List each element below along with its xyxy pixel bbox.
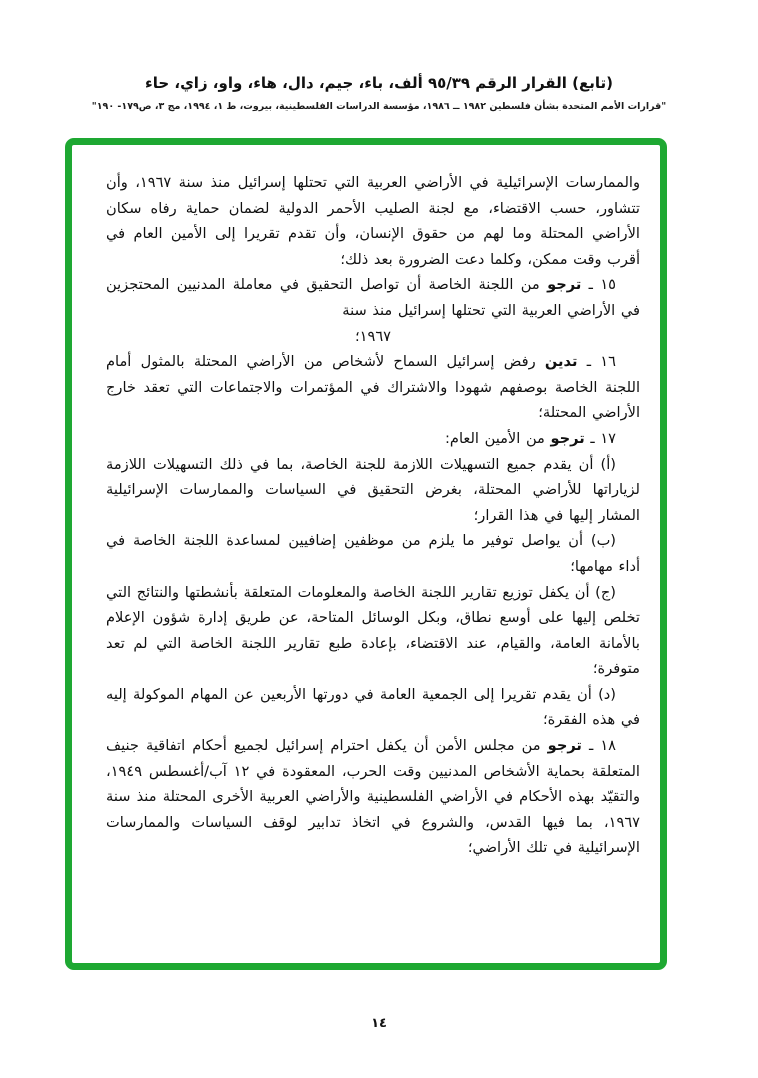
- continuation-paragraph: [106, 170, 640, 272]
- subparagraph-b-text: (ب) أن يواصل توفير ما يلزم من موظفين إضافيين لمساعدة اللجنة الخاصة في أداء مهامها؛: [106, 532, 640, 575]
- paragraph-16-text: رفض إسرائيل السماح لأشخاص من الأراضي المحتلة بالمثول أمام اللجنة الخاصة بوصفهم شهودا والاشتراك في المؤتمرات والاجتماعات التي تعقد خارج الأراضي المحتلة؛: [106, 353, 640, 422]
- subparagraph-d: [106, 682, 640, 733]
- paragraph-15-text: من اللجنة الخاصة أن تواصل التحقيق في معاملة المدنيين المحتجزين في الأراضي العربية التي تحتلها إسرائيل منذ سنة: [106, 276, 640, 319]
- paragraph-18-text: من مجلس الأمن أن يكفل احترام إسرائيل لجميع أحكام اتفاقية جنيف المتعلقة بحماية الأشخاص المدنيين وقت الحرب، المعقودة في ١٢ آب/أغسطس ١٩٤٩، والتقيّد بهذه الأحكام في الأراضي الفلسطينية والأراضي العربية الأخرى المحتلة منذ سنة ١٩٦٧، بما فيها القدس، والشروع في اتخاذ تدابير لوقف السياسات والممارسات الإسرائيلية في تلك الأراضي؛: [106, 737, 640, 857]
- paragraph-15-number: ١٥ ـ: [581, 276, 616, 294]
- paragraph-15-year-line: ١٩٦٧؛: [355, 327, 391, 345]
- page-number: ١٤: [371, 1016, 387, 1031]
- paragraph-17-operative-verb: ترجو: [550, 429, 585, 447]
- paragraph-15-operative-verb: ترجو: [547, 276, 582, 294]
- paragraph-18: [106, 733, 640, 861]
- paragraph-17-number: ١٧ ـ: [584, 429, 616, 447]
- paragraph-15: [106, 272, 640, 323]
- subparagraph-b: [106, 528, 640, 579]
- paragraph-16: [106, 349, 640, 426]
- page-header: [0, 74, 758, 112]
- continuation-paragraph-text: والممارسات الإسرائيلية في الأراضي العربية التي تحتلها إسرائيل منذ سنة ١٩٦٧، وأن تتشاور، حسب الاقتضاء، مع لجنة الصليب الأحمر الدولية لضمان حماية رفاه سكان الأراضي المحتلة وما لهم من حقوق الإنسان، وأن تقدم تقريرا إلى الأمين العام في أقرب وقت ممكن، وكلما دعت الضرورة بعد ذلك؛: [106, 174, 640, 268]
- subparagraph-d-text: (د) أن يقدم تقريرا إلى الجمعية العامة في دورتها الأربعين عن المهام الموكولة إليه في هذه الفقرة؛: [106, 685, 640, 729]
- subparagraph-a: [106, 452, 640, 529]
- paragraph-18-operative-verb: ترجو: [547, 737, 582, 755]
- subparagraph-c: [106, 580, 640, 682]
- resolution-title: (تابع) القرار الرقم ٩٥/٣٩ ألف، باء، جيم، دال، هاء، واو، زاي، حاء: [145, 74, 613, 92]
- paragraph-18-number: ١٨ ـ: [581, 737, 617, 755]
- subparagraph-a-text: (أ) أن يقدم جميع التسهيلات اللازمة للجنة الخاصة، بما في ذلك التسهيلات اللازمة لزياراتها للأراضي المحتلة، بغرض التحقيق في السياسات والممارسات الإسرائيلية المشار إليها في هذا القرار؛: [106, 455, 640, 524]
- paragraph-16-operative-verb: تدين: [544, 353, 578, 371]
- resolution-body: [72, 145, 660, 869]
- source-citation: "قرارات الأمم المتحدة بشأن فلسطين ١٩٨٢ ــ ١٩٨٦، مؤسسة الدراسات الفلسطينية، بيروت، ط ١، ١٩٩٤، مج ٣، ص١٧٩- ١٩٠": [91, 101, 667, 112]
- green-border-frame: [65, 138, 667, 970]
- paragraph-16-number: ١٦ ـ: [577, 353, 616, 371]
- paragraph-17-text: من الأمين العام:: [445, 429, 551, 447]
- paragraph-17: [106, 426, 640, 452]
- subparagraph-c-text: (ج) أن يكفل توزيع تقارير اللجنة الخاصة والمعلومات المتعلقة بأنشطتها والنتائج التي تخلص إليها على أوسع نطاق، وبكل الوسائل المتاحة، عن طريق إدارة شؤون الإعلام بالأمانة العامة، والقيام، عند الاقتضاء، بإعادة طبع تقارير اللجنة الخاصة التي لم تعد متوفرة؛: [106, 583, 640, 678]
